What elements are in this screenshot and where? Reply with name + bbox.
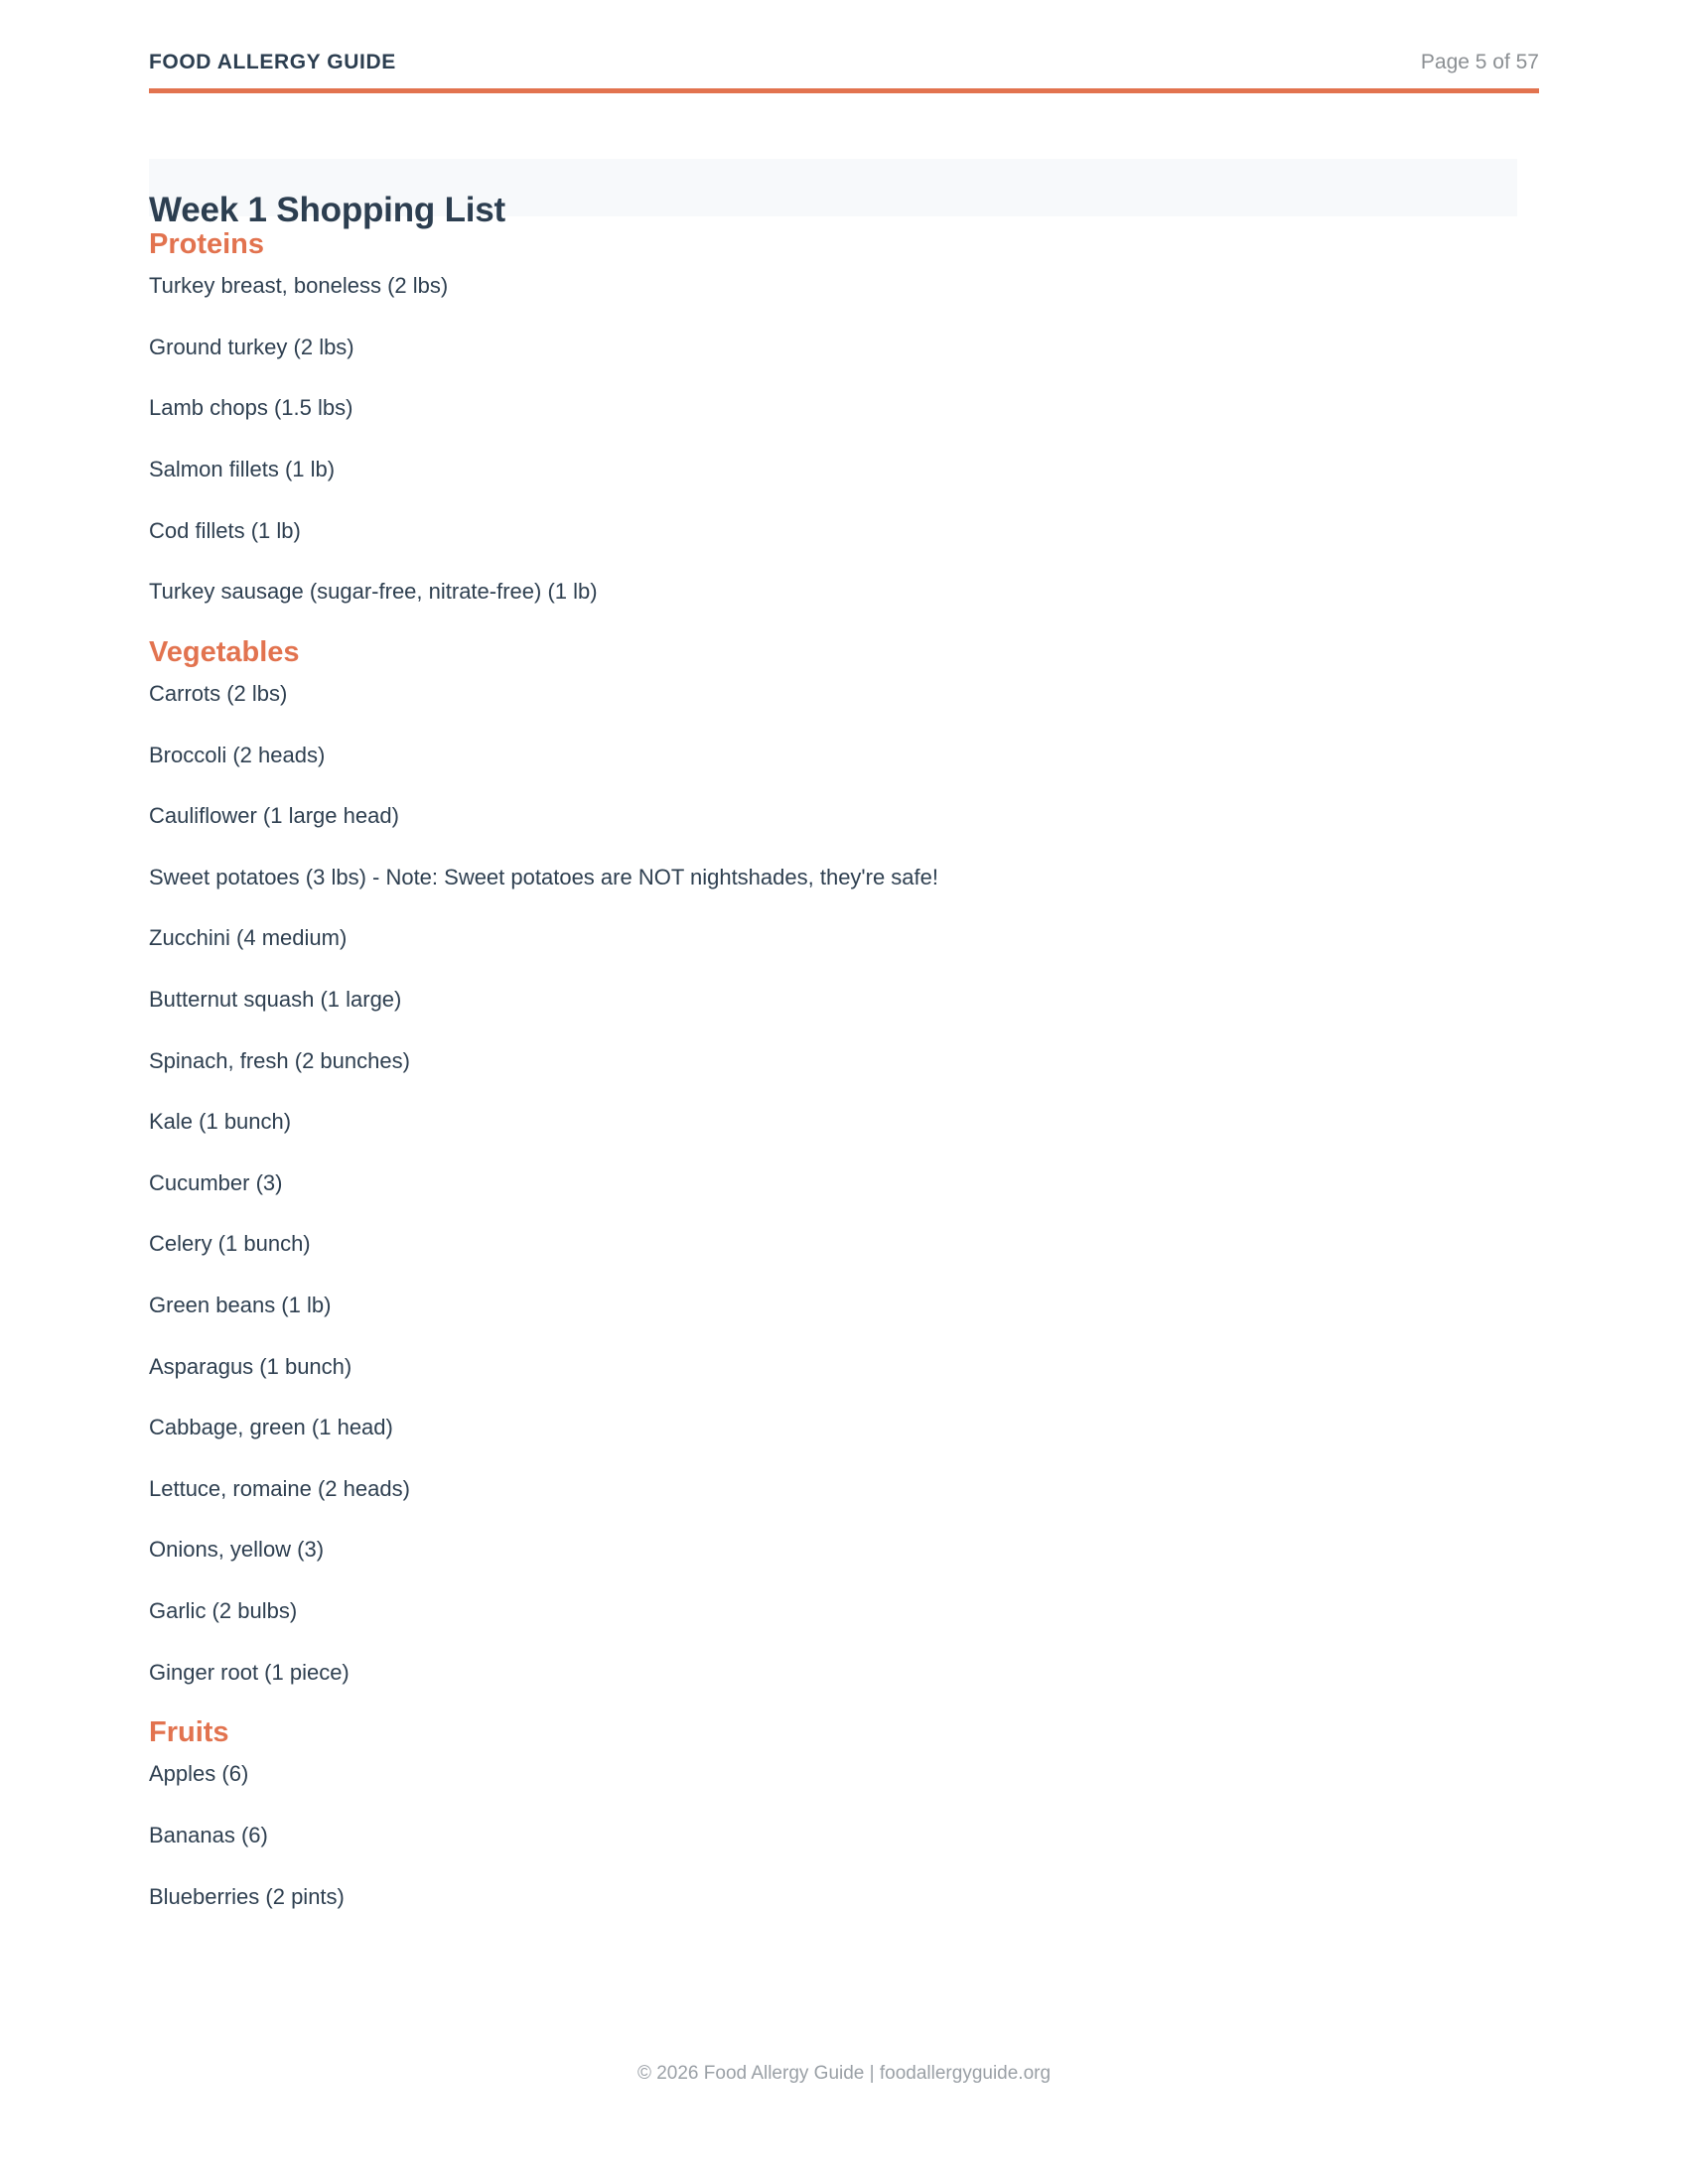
list-item: Cauliflower (1 large head) — [149, 803, 399, 829]
list-item: Celery (1 bunch) — [149, 1231, 311, 1257]
list-item: Onions, yellow (3) — [149, 1537, 325, 1563]
list-item: Carrots (2 lbs) — [149, 681, 288, 707]
section-item-list — [149, 272, 1539, 607]
list-item: Ground turkey (2 lbs) — [149, 334, 354, 359]
list-item: Cod fillets (1 lb) — [149, 517, 301, 543]
list-item: Ginger root (1 piece) — [149, 1659, 350, 1685]
list-item: Garlic (2 bulbs) — [149, 1597, 298, 1623]
document-header — [149, 52, 1539, 93]
list-item: Kale (1 bunch) — [149, 1109, 292, 1135]
section-item-list — [149, 680, 1539, 1687]
list-item: Lamb chops (1.5 lbs) — [149, 395, 353, 421]
list-item: Salmon fillets (1 lb) — [149, 457, 336, 482]
list-item: Butternut squash (1 large) — [149, 987, 402, 1013]
page-title: Week 1 Shopping List — [149, 191, 506, 230]
section-heading: Proteins — [149, 228, 265, 260]
list-item: Broccoli (2 heads) — [149, 742, 326, 767]
document-title: FOOD ALLERGY GUIDE — [149, 51, 396, 73]
list-item: Blueberries (2 pints) — [149, 1883, 345, 1909]
section-heading: Vegetables — [149, 635, 300, 668]
shopping-section — [149, 1714, 1539, 1911]
list-item: Turkey sausage (sugar-free, nitrate-free) (1 lb) — [149, 579, 598, 605]
shopping-section — [149, 226, 1539, 607]
list-item: Turkey breast, boneless (2 lbs) — [149, 273, 449, 299]
list-item: Sweet potatoes (3 lbs) - Note: Sweet potatoes are NOT nightshades, they're safe! — [149, 864, 938, 889]
page-number-label: Page 5 of 57 — [1420, 51, 1539, 73]
list-item: Green beans (1 lb) — [149, 1293, 332, 1317]
list-item: Asparagus (1 bunch) — [149, 1353, 352, 1379]
section-item-list — [149, 1760, 1539, 1911]
list-item: Cucumber (3) — [149, 1169, 283, 1195]
list-item: Zucchini (4 medium) — [149, 925, 348, 951]
list-item: Lettuce, romaine (2 heads) — [149, 1475, 410, 1501]
list-item: Spinach, fresh (2 bunches) — [149, 1047, 410, 1073]
list-item: Apples (6) — [149, 1761, 249, 1787]
shopping-list-content — [149, 226, 1539, 1911]
list-item: Bananas (6) — [149, 1823, 268, 1847]
list-item: Cabbage, green (1 head) — [149, 1415, 393, 1440]
document-footer: © 2026 Food Allergy Guide | foodallergyguide.org — [636, 2063, 1052, 2084]
shopping-section — [149, 634, 1539, 1687]
section-heading: Fruits — [149, 1716, 229, 1749]
